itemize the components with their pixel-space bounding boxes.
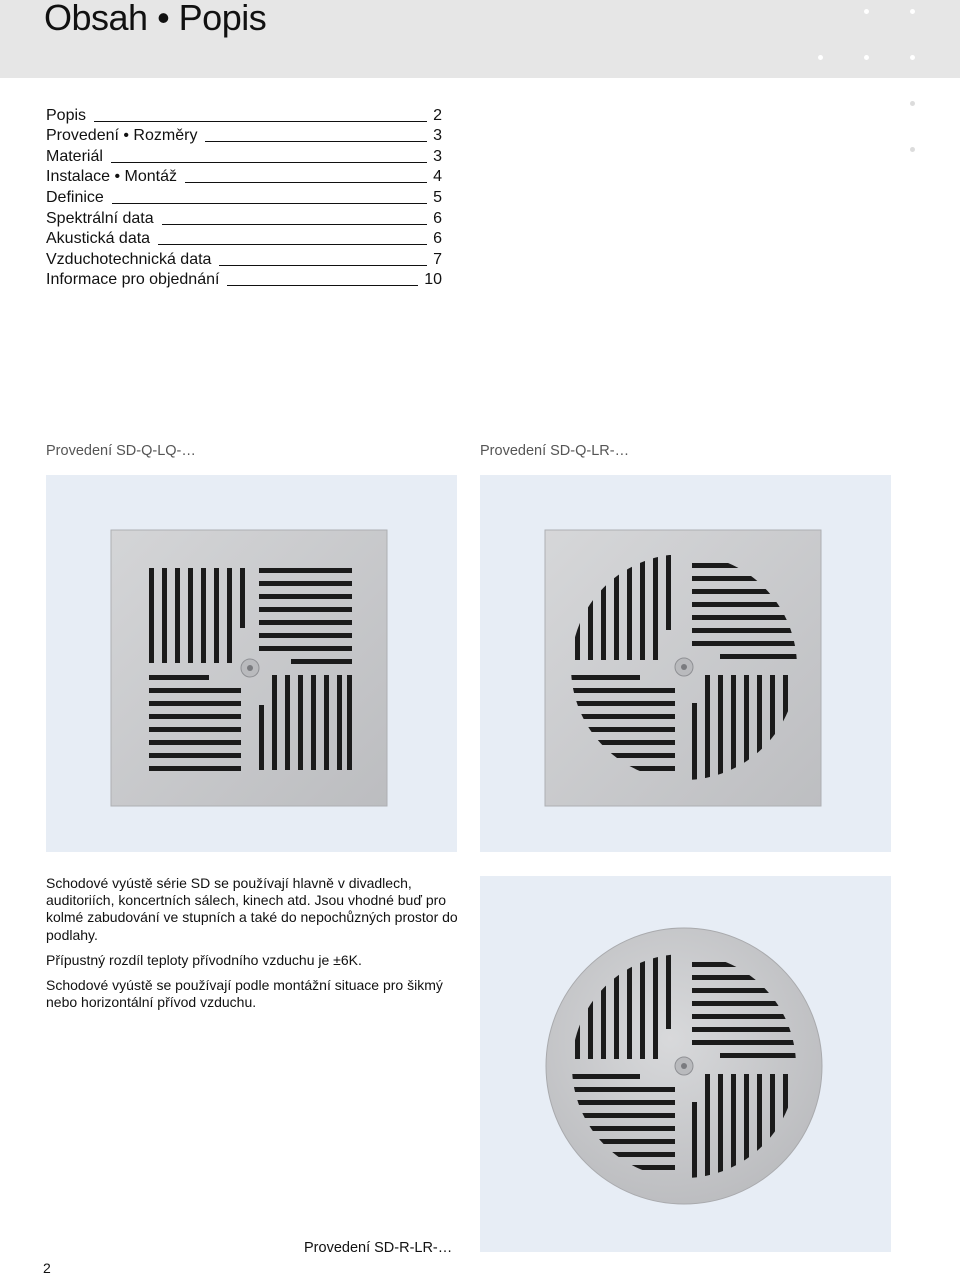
toc-entry-page: 7 <box>433 250 442 268</box>
toc-leader-line <box>162 224 427 225</box>
toc-leader-line <box>111 162 427 163</box>
toc-entry-label: Popis <box>46 106 87 124</box>
decorative-dot <box>910 101 915 106</box>
square-diffuser-image <box>46 475 457 852</box>
toc-entry[interactable] <box>46 167 442 188</box>
toc-leader-line <box>94 121 427 122</box>
toc-entry-page: 10 <box>424 271 442 289</box>
toc-entry-label: Akustická data <box>46 230 151 248</box>
description-paragraph: Schodové vyústě se používají podle montážní situace pro šikmý nebo horizontální přívod vzduchu. <box>46 977 443 1011</box>
square-round-diffuser-image <box>480 475 891 852</box>
toc-entry[interactable] <box>46 187 442 208</box>
product-photo-sd-q-lr <box>480 475 891 852</box>
toc-entry-label: Informace pro objednání <box>46 271 220 289</box>
table-of-contents <box>46 105 442 290</box>
toc-entry-page: 4 <box>433 168 442 186</box>
toc-entry[interactable] <box>46 126 442 147</box>
toc-entry-label: Instalace • Montáž <box>46 168 177 186</box>
toc-entry[interactable] <box>46 208 442 229</box>
toc-entry-label: Vzduchotechnická data <box>46 250 212 268</box>
toc-leader-line <box>219 265 427 266</box>
toc-entry-page: 2 <box>433 106 442 124</box>
toc-entry-page: 6 <box>433 209 442 227</box>
toc-entry[interactable] <box>46 249 442 270</box>
product-photo-sd-r-lr <box>480 876 891 1252</box>
caption-sd-q-lq: Provedení SD-Q-LQ-… <box>46 443 196 459</box>
toc-leader-line <box>185 182 427 183</box>
page-number: 2 <box>43 1260 51 1276</box>
toc-entry-page: 3 <box>433 127 442 145</box>
page-title: Obsah • Popis <box>44 0 267 38</box>
toc-leader-line <box>158 244 427 245</box>
toc-entry[interactable] <box>46 105 442 126</box>
decorative-dot <box>864 55 869 60</box>
toc-entry[interactable] <box>46 229 442 250</box>
description-paragraph: Schodové vyústě série SD se používají hlavně v divadlech, auditoriích, koncertních sálech, kinech atd. Jsou vhodné buď pro kolmé zabudování ve stupních a také do nepochůzných prostor do podlahy. <box>46 875 458 943</box>
toc-leader-line <box>227 285 418 286</box>
decorative-dot <box>818 55 823 60</box>
toc-entry-page: 3 <box>433 147 442 165</box>
toc-leader-line <box>205 141 427 142</box>
round-diffuser-image <box>480 876 891 1252</box>
decorative-dot <box>910 55 915 60</box>
toc-entry-label: Spektrální data <box>46 209 154 227</box>
toc-entry-label: Provedení • Rozměry <box>46 127 198 145</box>
caption-sd-q-lr: Provedení SD-Q-LR-… <box>480 443 630 459</box>
decorative-dot <box>910 9 915 14</box>
product-photo-sd-q-lq <box>46 475 457 852</box>
toc-entry[interactable] <box>46 146 442 167</box>
decorative-dot <box>910 147 915 152</box>
caption-sd-r-lr: Provedení SD-R-LR-… <box>304 1240 453 1256</box>
toc-leader-line <box>112 203 427 204</box>
toc-entry-page: 6 <box>433 230 442 248</box>
toc-entry[interactable] <box>46 270 442 291</box>
description-paragraph: Přípustný rozdíl teploty přívodního vzduchu je ±6K. <box>46 951 362 968</box>
toc-entry-label: Materiál <box>46 147 103 165</box>
toc-entry-page: 5 <box>433 188 442 206</box>
description-text <box>46 875 466 1019</box>
decorative-dot <box>864 9 869 14</box>
page-header <box>0 0 960 78</box>
toc-entry-label: Definice <box>46 188 104 206</box>
